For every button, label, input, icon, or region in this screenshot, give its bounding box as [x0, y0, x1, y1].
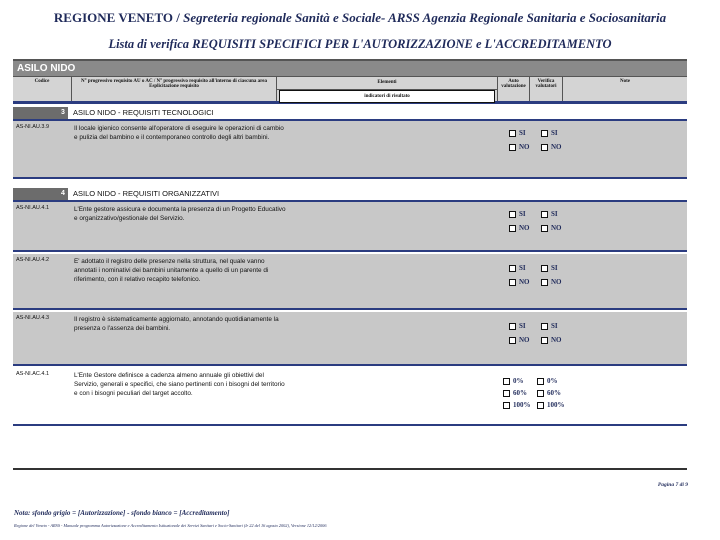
auto-checkbox-si[interactable]	[509, 210, 526, 218]
checkbox-label: SI	[519, 210, 526, 218]
checkbox-label: SI	[519, 322, 526, 330]
form-banner: ASILO NIDO	[13, 59, 687, 77]
table-row	[13, 121, 687, 179]
column-requirement-label: N° progressivo requisito AU o AC / N° progressivo requisito all'interno di ciascuna area	[80, 79, 267, 84]
checkbox-square[interactable]	[541, 211, 548, 218]
verify-checkbox-si[interactable]	[541, 210, 558, 218]
checkbox-square[interactable]	[541, 337, 548, 344]
checkbox-square[interactable]	[503, 390, 510, 397]
requirement-code: AS-NI.AC.4.1	[16, 371, 50, 377]
auto-checkbox-100[interactable]	[503, 401, 531, 409]
checkbox-label: NO	[519, 143, 530, 151]
table-row	[13, 312, 687, 366]
section-number-block	[13, 107, 68, 119]
verify-checkbox-no[interactable]	[541, 224, 562, 232]
auto-checkbox-0[interactable]	[503, 377, 524, 385]
checkbox-label: NO	[551, 224, 562, 232]
column-notes: Note	[620, 79, 630, 84]
checkbox-square[interactable]	[537, 402, 544, 409]
column-requirement-sub: Esplicitazione requisito	[149, 84, 199, 89]
table-row	[13, 202, 687, 252]
checkbox-square[interactable]	[541, 323, 548, 330]
section-number-block	[13, 188, 68, 200]
section-title: ASILO NIDO - REQUISITI ORGANIZZATIVI	[73, 189, 220, 198]
section-number: 3	[61, 109, 65, 116]
footer-divider	[13, 468, 687, 470]
table-row	[13, 368, 687, 426]
requirement-text: Il locale igienico consente all'operatore di eseguire le operazioni di cambio e pulizia del bambino e il contemporaneo controllo degli altri bambini.	[74, 125, 284, 141]
checkbox-label: SI	[519, 129, 526, 137]
requirement-text: Il registro è sistematicamente aggiornato, annotando quotidianamente la presenza o l'assenza dei bambini.	[74, 316, 279, 332]
verify-checkbox-0[interactable]	[537, 377, 558, 385]
checkbox-label: NO	[551, 143, 562, 151]
checkbox-label: 60%	[547, 389, 561, 397]
checkbox-label: NO	[519, 278, 530, 286]
document-subtitle: Lista di verifica REQUISITI SPECIFICI PER L'AUTORIZZAZIONE e L'ACCREDITAMENTO	[108, 37, 612, 51]
column-auto-valutazione: Auto valutazione	[498, 77, 530, 101]
column-evidence	[277, 77, 498, 101]
checkbox-label: 60%	[513, 389, 527, 397]
verify-checkbox-60[interactable]	[537, 389, 561, 397]
checkbox-label: NO	[551, 278, 562, 286]
auto-checkbox-no[interactable]	[509, 224, 530, 232]
checkbox-square[interactable]	[509, 211, 516, 218]
auto-checkbox-no[interactable]	[509, 278, 530, 286]
checkbox-square[interactable]	[503, 402, 510, 409]
auto-checkbox-si[interactable]	[509, 129, 526, 137]
verify-checkbox-si[interactable]	[541, 129, 558, 137]
checkbox-label: SI	[551, 264, 558, 272]
checkbox-square[interactable]	[509, 225, 516, 232]
auto-checkbox-si[interactable]	[509, 322, 526, 330]
auto-checkbox-60[interactable]	[503, 389, 527, 397]
checkbox-square[interactable]	[509, 130, 516, 137]
title-region: REGIONE VENETO /	[53, 10, 180, 25]
checkbox-label: NO	[551, 336, 562, 344]
column-header-row	[13, 77, 687, 104]
checkbox-square[interactable]	[541, 279, 548, 286]
requirement-code: AS-NI.AU.4.1	[16, 205, 50, 211]
verify-checkbox-si[interactable]	[541, 264, 558, 272]
checkbox-square[interactable]	[541, 144, 548, 151]
checkbox-square[interactable]	[537, 390, 544, 397]
document-title	[0, 10, 720, 26]
column-verifica-valutatori: Verifica valutatori	[530, 77, 563, 101]
checkbox-label: NO	[519, 336, 530, 344]
checkbox-square[interactable]	[509, 323, 516, 330]
source-citation: Regione del Veneto - ARSS - Manuale programma Autorizzazione e Accreditamento Istituzionale dei Servizi Sanitari e Socio-Sanitari (lr 22 del 16 agosto 2002), Versione 12/12/2006	[14, 523, 327, 528]
title-agency: Segreteria regionale Sanità e Sociale- ARSS Agenzia Regionale Sanitaria e Sociosanitaria	[183, 10, 667, 25]
checkbox-label: SI	[519, 264, 526, 272]
form-header	[13, 59, 687, 104]
section-title: ASILO NIDO - REQUISITI TECNOLOGICI	[73, 108, 214, 117]
requirement-code: AS-NI.AU.4.3	[16, 315, 50, 321]
checkbox-square[interactable]	[503, 378, 510, 385]
checkbox-square[interactable]	[537, 378, 544, 385]
auto-checkbox-no[interactable]	[509, 143, 530, 151]
checkbox-label: 0%	[547, 377, 558, 385]
checkbox-label: SI	[551, 322, 558, 330]
page-number: Pagina 7 di 9	[657, 482, 688, 488]
column-requirement	[72, 77, 277, 101]
checkbox-square[interactable]	[509, 265, 516, 272]
requirement-code: AS-NI.AU.4.2	[16, 257, 50, 263]
verify-checkbox-si[interactable]	[541, 322, 558, 330]
requirement-text: E' adottato il registro delle presenze nella struttura, nel quale vanno annotati i nominativi dei bambini unitamente a quello di un parente di riferimento, con il relativo recapito telefonico.	[74, 258, 269, 283]
requirement-text: L'Ente Gestore definisce a cadenza almeno annuale gli obiettivi del Servizio, generali e specifici, che siano pertinenti con i bisogni del territorio e con i bisogni peculiari del target accolto.	[74, 372, 285, 397]
verify-checkbox-no[interactable]	[541, 336, 562, 344]
verify-checkbox-no[interactable]	[541, 278, 562, 286]
auto-checkbox-no[interactable]	[509, 336, 530, 344]
checkbox-label: NO	[519, 224, 530, 232]
checkbox-label: 100%	[513, 401, 531, 409]
auto-checkbox-si[interactable]	[509, 264, 526, 272]
checkbox-label: SI	[551, 210, 558, 218]
requirement-text: L'Ente gestore assicura e documenta la presenza di un Progetto Educativo e organizzativo/gestionale del Servizio.	[74, 206, 286, 222]
column-code: Codice	[13, 77, 72, 101]
checkbox-square[interactable]	[541, 265, 548, 272]
checkbox-square[interactable]	[509, 279, 516, 286]
checkbox-label: 100%	[547, 401, 565, 409]
section-number: 4	[61, 190, 65, 197]
checkbox-square[interactable]	[541, 225, 548, 232]
table-row	[13, 254, 687, 310]
column-evidence-sub: indicatori di risultato	[279, 90, 495, 103]
checkbox-label: SI	[551, 129, 558, 137]
verify-checkbox-100[interactable]	[537, 401, 565, 409]
verify-checkbox-no[interactable]	[541, 143, 562, 151]
requirement-code: AS-NI.AU.3.9	[16, 124, 50, 130]
legend-note: Nota: sfondo grigio = [Autorizzazione] - sfondo bianco = [Accreditamento]	[14, 509, 230, 517]
column-evidence-label: Elementi	[277, 77, 497, 90]
checkbox-square[interactable]	[509, 337, 516, 344]
checkbox-label: 0%	[513, 377, 524, 385]
checkbox-square[interactable]	[509, 144, 516, 151]
checkbox-square[interactable]	[541, 130, 548, 137]
